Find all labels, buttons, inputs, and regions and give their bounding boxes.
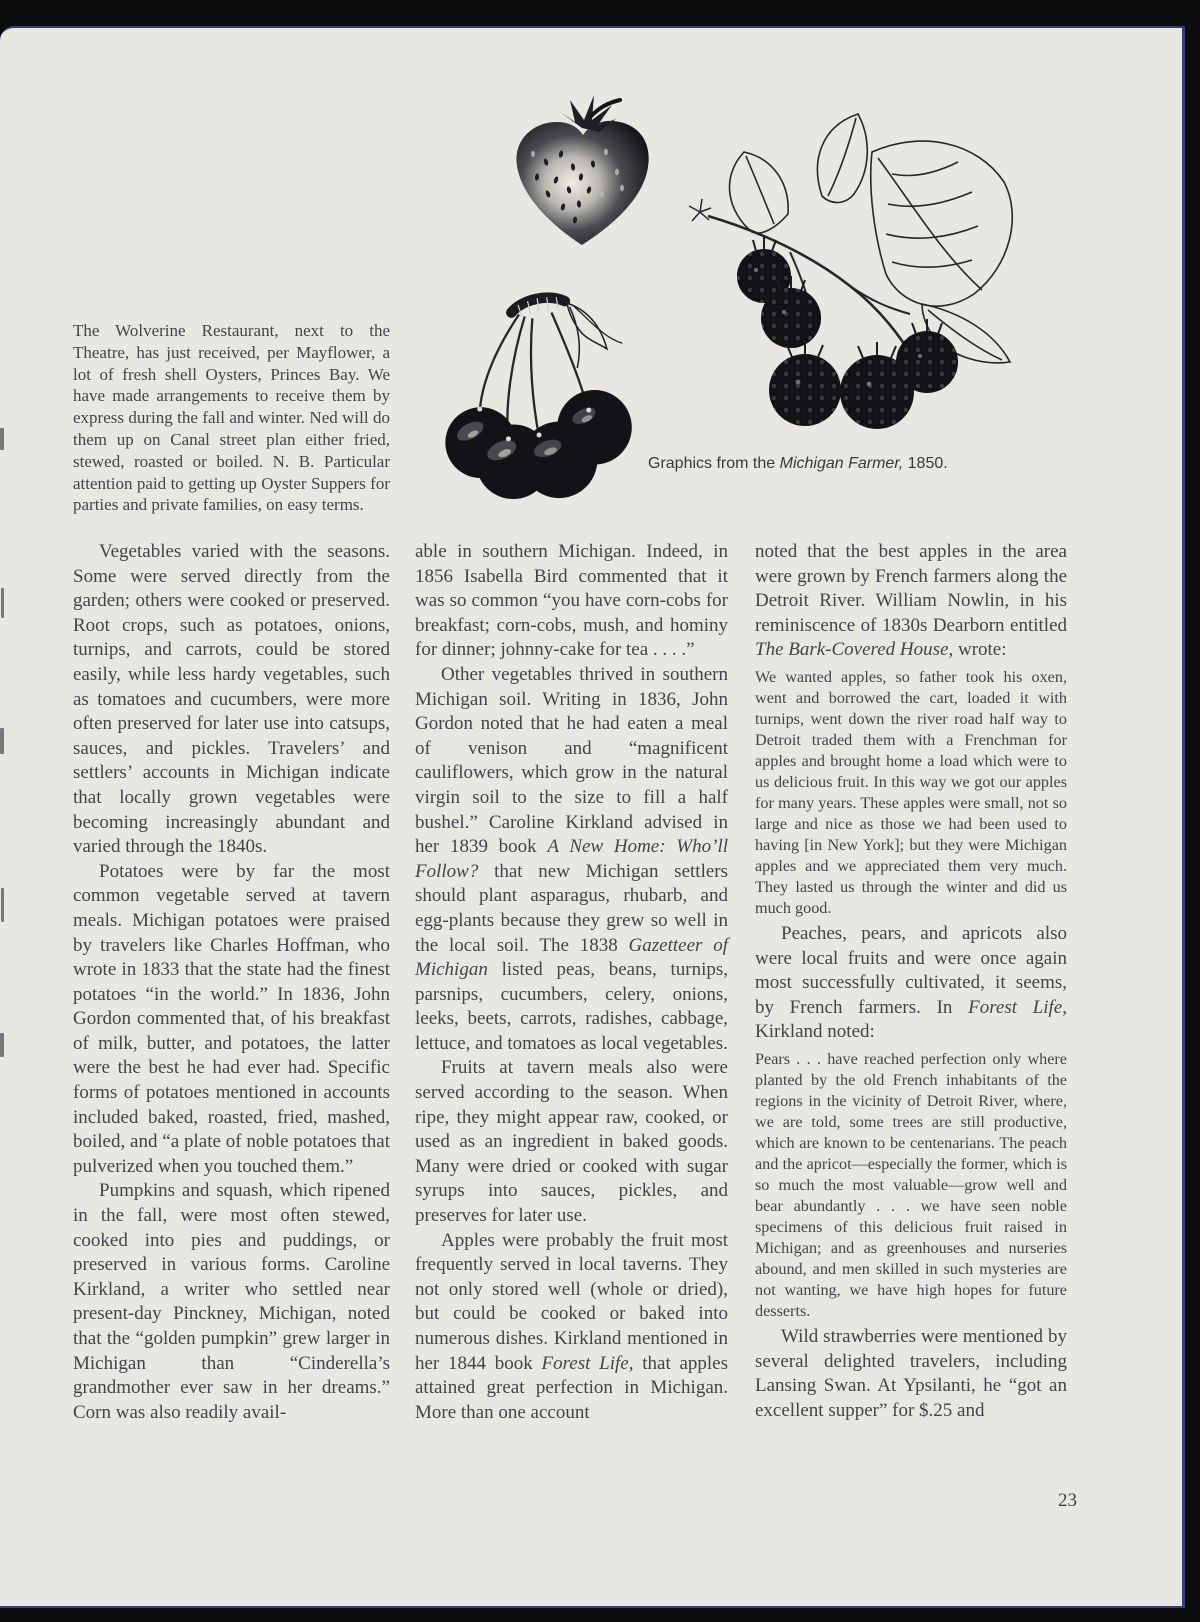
cherries-illustration-svg [440, 282, 640, 500]
caption-suffix: 1850. [903, 455, 948, 472]
body-paragraph: Apples were probably the fruit most frequently served in local taverns. They not only stored well (whole or dried), but could be cooked or baked into numerous dishes. Kirkland mentioned in her 1844 book Forest Life, that apples attained great perfection in Michigan. More than one account [415, 1229, 729, 1423]
raspberry-berries [737, 237, 958, 429]
strawberry-engraving [500, 90, 665, 255]
scan-artifact [0, 728, 4, 754]
body-paragraph: able in southern Michigan. Indeed, in 1856 Isabella Bird commented that it was so common “you have corn-cobs for breakfast; corn-cobs, mush, and hominy for dinner; johnny-cake for tea . . . .” [415, 541, 728, 661]
page-number: 23 [1058, 1490, 1077, 1511]
body-paragraph: Pumpkins and squash, which ripened in the fall, were most often stewed, cooked into pies and puddings, or preserved in various forms. Caroline Kirkland, a writer who settled near present-day Pinckney, Michigan, noted that the “golden pumpkin” grew larger in Michigan than “Cinderella’s grandmother ever saw in her dreams.” Corn was also readily avail- [73, 1180, 390, 1423]
caption-prefix: Graphics from the [648, 455, 780, 472]
sidebar-advertisement-quote: The Wolverine Restaurant, next to the Theatre, has just received, per Mayflower, a lot of fresh shell Oysters, Princes Bay. We have made arrangements to receive them by express during the fall and winter. Ned will do them up on Canal street plan either fried, stewed, roasted or boiled. N. B. Particular attention paid to getting up Oyster Suppers for parties and private families, on easy terms. [73, 321, 390, 515]
body-paragraph: Wild strawberries were mentioned by several delighted travelers, including Lansing Swan. At Ypsilanti, he “got an excellent supper” for $.25 and [755, 1325, 1067, 1421]
body-paragraph: Other vegetables thrived in southern Michigan soil. Writing in 1836, John Gordon noted that he had eaten a meal of venison and “magnificent cauliflowers, which grow in the natural virgin soil to the size to fill a half bushel.” Caroline Kirkland advised in her 1839 book A New Home: Who’ll Follow? that new Michigan settlers should plant asparagus, rhubarb, and egg-plants because they grew so well in the local soil. The 1838 Gazetteer of Michigan listed peas, beans, turnips, parsnips, cucumbers, celery, onions, leeks, beets, carrots, radishes, cabbage, lettuce, and tomatoes as local vegetables. [415, 663, 728, 1054]
page-surface [0, 26, 1185, 1608]
text-column-2 [415, 540, 728, 1425]
block-quote-paragraph: We wanted apples, so father took his oxen, went and borrowed the cart, loaded it with turnips, went down the river road half way to Detroit traded them with a Frenchman for apples and brought home a load which were to us delicious fruit. In this way we got our apples for many years. These apples were small, not so large and nice as those we had been used to having [in New York]; but they were Michigan apples and we appreciated them very much. They lasted us through the winter and did us much good. [755, 667, 1067, 917]
cherry-cluster-engraving [440, 282, 640, 500]
body-paragraph: Fruits at tavern meals also were served according to the season. When ripe, they might appear raw, cooked, or used as an ingredient in baked goods. Many were dried or cooked with sugar syrups into sauces, pickles, and preserves for later use. [415, 1057, 728, 1227]
illustration-caption [648, 455, 988, 473]
scan-artifact [0, 1033, 4, 1057]
body-paragraph: Vegetables varied with the seasons. Some were served directly from the garden; others were cooked or preserved. Root crops, such as potatoes, onions, turnips, and carrots, could be stored easily, while less hardy vegetables, such as tomatoes and cucumbers, were more often preserved for later use into catsups, sauces, and pickles. Travelers’ and settlers’ accounts in Michigan indicate that locally grown vegetables were becoming increasingly abundant and varied through the 1840s. [73, 541, 390, 858]
scan-artifact [1, 588, 4, 618]
body-paragraph: Peaches, pears, and apricots also were local fruits and were once again most successfully cultivated, it seems, by French farmers. In Forest Life, Kirkland noted: [755, 922, 1068, 1043]
scan-artifact [0, 428, 4, 450]
block-quote-paragraph: Pears . . . have reached perfection only where planted by the old French inhabitants of the regions in the vicinity of Detroit River, where, we are told, some trees are still productive, which are known to be centenarians. The peach and the apricot—especially the former, which is so much the most valuable—grow well and bear abundantly . . . we have seen noble specimens of this delicious fruit raised in Michigan; and as greenhouses and nurseries abound, and men skilled in such mysteries are not wanting, we have high hopes for future desserts. [755, 1049, 1067, 1320]
caption-source-title: Michigan Farmer, [779, 455, 904, 472]
body-paragraph: Potatoes were by far the most common vegetable served at tavern meals. Michigan potatoes were praised by travelers like Charles Hoffman, who wrote in 1833 that the state had the finest potatoes “in the world.” In 1836, John Gordon commented that, of his breakfast of milk, butter, and potatoes, the latter were the best he had ever had. Specific forms of potatoes mentioned in accounts included baked, roasted, fried, mashed, boiled, and “a plate of noble potatoes that pulverized when you touched them.” [73, 860, 390, 1177]
strawberry-illustration-svg [500, 90, 665, 255]
scan-artifact [1, 888, 4, 922]
raspberries-illustration-svg [672, 104, 1017, 436]
text-column-1 [73, 540, 390, 1425]
raspberry-branch-engraving [672, 104, 1017, 436]
text-column-3 [755, 540, 1067, 1423]
body-paragraph: noted that the best apples in the area were grown by French farmers along the Detroit River. William Nowlin, in his reminiscence of 1830s Dearborn entitled The Bark-Covered House, wrote: [755, 541, 1067, 661]
